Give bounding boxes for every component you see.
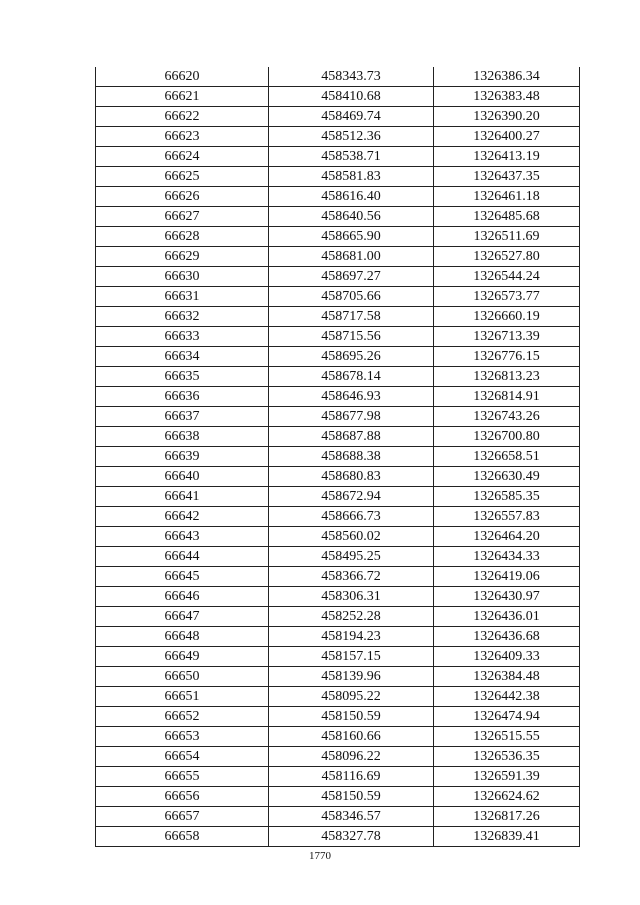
x-coordinate-cell: 458581.83 [269, 167, 434, 187]
point-id-cell: 66627 [96, 207, 269, 227]
y-coordinate-cell: 1326839.41 [434, 827, 580, 847]
x-coordinate-cell: 458687.88 [269, 427, 434, 447]
x-coordinate-cell: 458717.58 [269, 307, 434, 327]
point-id-cell: 66635 [96, 367, 269, 387]
point-id-cell: 66630 [96, 267, 269, 287]
table-row [96, 307, 580, 327]
x-coordinate-cell: 458139.96 [269, 667, 434, 687]
point-id-cell: 66638 [96, 427, 269, 447]
x-coordinate-cell: 458695.26 [269, 347, 434, 367]
y-coordinate-cell: 1326527.80 [434, 247, 580, 267]
y-coordinate-cell: 1326591.39 [434, 767, 580, 787]
y-coordinate-cell: 1326624.62 [434, 787, 580, 807]
x-coordinate-cell: 458512.36 [269, 127, 434, 147]
point-id-cell: 66625 [96, 167, 269, 187]
point-id-cell: 66640 [96, 467, 269, 487]
point-id-cell: 66620 [96, 67, 269, 87]
point-id-cell: 66629 [96, 247, 269, 267]
point-id-cell: 66654 [96, 747, 269, 767]
x-coordinate-cell: 458697.27 [269, 267, 434, 287]
point-id-cell: 66642 [96, 507, 269, 527]
table-row [96, 827, 580, 847]
x-coordinate-cell: 458666.73 [269, 507, 434, 527]
x-coordinate-cell: 458495.25 [269, 547, 434, 567]
table-row [96, 187, 580, 207]
y-coordinate-cell: 1326419.06 [434, 567, 580, 587]
y-coordinate-cell: 1326436.68 [434, 627, 580, 647]
point-id-cell: 66639 [96, 447, 269, 467]
point-id-cell: 66636 [96, 387, 269, 407]
y-coordinate-cell: 1326442.38 [434, 687, 580, 707]
x-coordinate-cell: 458160.66 [269, 727, 434, 747]
x-coordinate-cell: 458327.78 [269, 827, 434, 847]
x-coordinate-cell: 458677.98 [269, 407, 434, 427]
table-row [96, 527, 580, 547]
x-coordinate-cell: 458672.94 [269, 487, 434, 507]
y-coordinate-cell: 1326413.19 [434, 147, 580, 167]
y-coordinate-cell: 1326660.19 [434, 307, 580, 327]
y-coordinate-cell: 1326464.20 [434, 527, 580, 547]
x-coordinate-cell: 458469.74 [269, 107, 434, 127]
point-id-cell: 66637 [96, 407, 269, 427]
point-id-cell: 66653 [96, 727, 269, 747]
x-coordinate-cell: 458116.69 [269, 767, 434, 787]
table-row [96, 247, 580, 267]
table-row [96, 667, 580, 687]
y-coordinate-cell: 1326437.35 [434, 167, 580, 187]
y-coordinate-cell: 1326436.01 [434, 607, 580, 627]
table-row [96, 647, 580, 667]
table-row [96, 347, 580, 367]
y-coordinate-cell: 1326409.33 [434, 647, 580, 667]
table-row [96, 387, 580, 407]
point-id-cell: 66645 [96, 567, 269, 587]
coordinate-table-body [96, 67, 580, 847]
y-coordinate-cell: 1326585.35 [434, 487, 580, 507]
point-id-cell: 66624 [96, 147, 269, 167]
y-coordinate-cell: 1326813.23 [434, 367, 580, 387]
table-row [96, 87, 580, 107]
table-row [96, 167, 580, 187]
table-row [96, 127, 580, 147]
point-id-cell: 66641 [96, 487, 269, 507]
point-id-cell: 66632 [96, 307, 269, 327]
x-coordinate-cell: 458096.22 [269, 747, 434, 767]
y-coordinate-cell: 1326713.39 [434, 327, 580, 347]
y-coordinate-cell: 1326390.20 [434, 107, 580, 127]
table-row [96, 807, 580, 827]
y-coordinate-cell: 1326536.35 [434, 747, 580, 767]
table-row [96, 287, 580, 307]
point-id-cell: 66634 [96, 347, 269, 367]
y-coordinate-cell: 1326383.48 [434, 87, 580, 107]
y-coordinate-cell: 1326434.33 [434, 547, 580, 567]
y-coordinate-cell: 1326776.15 [434, 347, 580, 367]
coordinate-table-container [95, 67, 578, 847]
x-coordinate-cell: 458680.83 [269, 467, 434, 487]
x-coordinate-cell: 458252.28 [269, 607, 434, 627]
table-row [96, 267, 580, 287]
y-coordinate-cell: 1326515.55 [434, 727, 580, 747]
y-coordinate-cell: 1326474.94 [434, 707, 580, 727]
y-coordinate-cell: 1326384.48 [434, 667, 580, 687]
point-id-cell: 66652 [96, 707, 269, 727]
x-coordinate-cell: 458560.02 [269, 527, 434, 547]
y-coordinate-cell: 1326630.49 [434, 467, 580, 487]
x-coordinate-cell: 458646.93 [269, 387, 434, 407]
y-coordinate-cell: 1326817.26 [434, 807, 580, 827]
table-row [96, 147, 580, 167]
x-coordinate-cell: 458306.31 [269, 587, 434, 607]
x-coordinate-cell: 458705.66 [269, 287, 434, 307]
x-coordinate-cell: 458157.15 [269, 647, 434, 667]
x-coordinate-cell: 458640.56 [269, 207, 434, 227]
point-id-cell: 66644 [96, 547, 269, 567]
table-row [96, 427, 580, 447]
point-id-cell: 66655 [96, 767, 269, 787]
point-id-cell: 66656 [96, 787, 269, 807]
table-row [96, 767, 580, 787]
table-row [96, 567, 580, 587]
x-coordinate-cell: 458095.22 [269, 687, 434, 707]
x-coordinate-cell: 458665.90 [269, 227, 434, 247]
x-coordinate-cell: 458150.59 [269, 787, 434, 807]
table-row [96, 587, 580, 607]
y-coordinate-cell: 1326400.27 [434, 127, 580, 147]
x-coordinate-cell: 458678.14 [269, 367, 434, 387]
x-coordinate-cell: 458715.56 [269, 327, 434, 347]
table-row [96, 367, 580, 387]
x-coordinate-cell: 458194.23 [269, 627, 434, 647]
table-row [96, 747, 580, 767]
point-id-cell: 66657 [96, 807, 269, 827]
y-coordinate-cell: 1326461.18 [434, 187, 580, 207]
y-coordinate-cell: 1326430.97 [434, 587, 580, 607]
y-coordinate-cell: 1326557.83 [434, 507, 580, 527]
table-row [96, 227, 580, 247]
point-id-cell: 66646 [96, 587, 269, 607]
y-coordinate-cell: 1326700.80 [434, 427, 580, 447]
table-row [96, 487, 580, 507]
y-coordinate-cell: 1326544.24 [434, 267, 580, 287]
table-row [96, 707, 580, 727]
x-coordinate-cell: 458410.68 [269, 87, 434, 107]
x-coordinate-cell: 458150.59 [269, 707, 434, 727]
table-row [96, 727, 580, 747]
point-id-cell: 66631 [96, 287, 269, 307]
table-row [96, 627, 580, 647]
point-id-cell: 66643 [96, 527, 269, 547]
table-row [96, 67, 580, 87]
y-coordinate-cell: 1326658.51 [434, 447, 580, 467]
table-row [96, 607, 580, 627]
x-coordinate-cell: 458688.38 [269, 447, 434, 467]
point-id-cell: 66650 [96, 667, 269, 687]
x-coordinate-cell: 458681.00 [269, 247, 434, 267]
point-id-cell: 66651 [96, 687, 269, 707]
y-coordinate-cell: 1326386.34 [434, 67, 580, 87]
y-coordinate-cell: 1326511.69 [434, 227, 580, 247]
point-id-cell: 66628 [96, 227, 269, 247]
point-id-cell: 66658 [96, 827, 269, 847]
point-id-cell: 66648 [96, 627, 269, 647]
point-id-cell: 66623 [96, 127, 269, 147]
table-row [96, 327, 580, 347]
coordinate-table [95, 67, 580, 847]
table-row [96, 107, 580, 127]
point-id-cell: 66621 [96, 87, 269, 107]
point-id-cell: 66649 [96, 647, 269, 667]
point-id-cell: 66647 [96, 607, 269, 627]
point-id-cell: 66626 [96, 187, 269, 207]
x-coordinate-cell: 458538.71 [269, 147, 434, 167]
page-number: 1770 [309, 850, 331, 862]
y-coordinate-cell: 1326814.91 [434, 387, 580, 407]
table-row [96, 687, 580, 707]
x-coordinate-cell: 458616.40 [269, 187, 434, 207]
table-row [96, 467, 580, 487]
point-id-cell: 66633 [96, 327, 269, 347]
y-coordinate-cell: 1326485.68 [434, 207, 580, 227]
point-id-cell: 66622 [96, 107, 269, 127]
table-row [96, 447, 580, 467]
table-row [96, 407, 580, 427]
x-coordinate-cell: 458366.72 [269, 567, 434, 587]
table-row [96, 547, 580, 567]
y-coordinate-cell: 1326573.77 [434, 287, 580, 307]
x-coordinate-cell: 458346.57 [269, 807, 434, 827]
table-row [96, 507, 580, 527]
x-coordinate-cell: 458343.73 [269, 67, 434, 87]
table-row [96, 207, 580, 227]
table-row [96, 787, 580, 807]
y-coordinate-cell: 1326743.26 [434, 407, 580, 427]
